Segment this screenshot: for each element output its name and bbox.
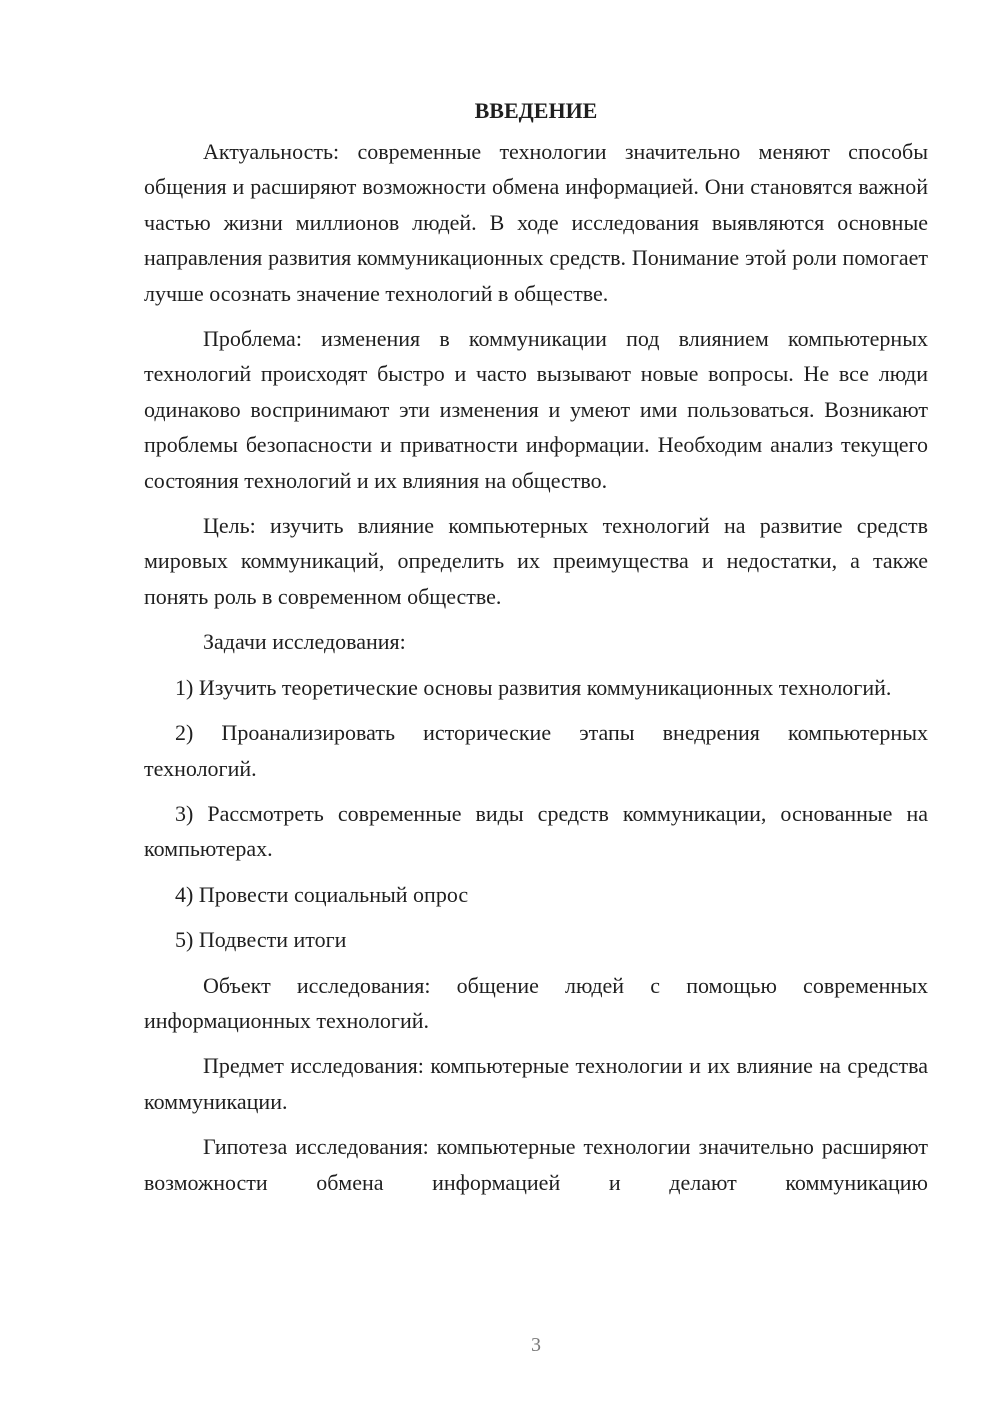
task-list-item-3: 3) Рассмотреть современные виды средств коммуникации, основанные на компьютерах.	[144, 800, 928, 862]
task-list-item-1: 1) Изучить теоретические основы развития коммуникационных технологий.	[175, 674, 892, 700]
paragraph-relevance: Актуальность: современные технологии значительно меняют способы общения и расширяют возможности обмена информацией. Они становятся важной частью жизни миллионов людей. В ходе исследования выявляются основные направления развития коммуникационных средств. Понимание этой роли помогает лучше осознать значение технологий в обществе.	[144, 139, 928, 306]
paragraph-problem: Проблема: изменения в коммуникации под влиянием компьютерных технологий происходят быстро и часто вызывают новые вопросы. Не все люди одинаково воспринимают эти изменения и умеют ими пользоваться. Возникают проблемы безопасности и приватности информации. Необходим анализ текущего состояния технологий и их влияния на общество.	[144, 326, 928, 493]
paragraph-subject: Предмет исследования: компьютерные технологии и их влияние на средства коммуникации.	[144, 1053, 928, 1114]
paragraph-hypothesis: Гипотеза исследования: компьютерные технологии значительно расширяют возможности обмена информацией и делают коммуникацию	[144, 1134, 928, 1195]
document-page	[144, 96, 928, 1210]
paragraph-tasks-heading: Задачи исследования:	[203, 629, 406, 655]
page-number: 3	[531, 1334, 541, 1356]
task-list-item-2: 2) Проанализировать исторические этапы внедрения компьютерных технологий.	[144, 720, 928, 781]
task-list-item-5: 5) Подвести итоги	[175, 927, 347, 953]
paragraph-object: Объект исследования: общение людей с помощью современных информационных технологий.	[144, 972, 928, 1033]
page-title: ВВЕДЕНИЕ	[474, 98, 598, 123]
paragraph-goal: Цель: изучить влияние компьютерных технологий на развитие средств мировых коммуникаций, определить их преимущества и недостатки, а также понять роль в современном обществе.	[144, 513, 928, 609]
task-list-item-4: 4) Провести социальный опрос	[175, 881, 469, 907]
